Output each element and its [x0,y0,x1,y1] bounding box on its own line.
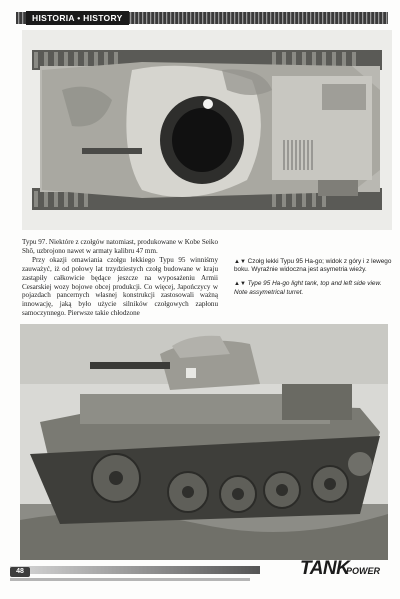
footer-rule [10,578,250,581]
article-paragraph-2: Przy okazji omawiania czołgu lekkiego Typu 95 winniśmy zauważyć, iż od połowy lat trzydziestych czołg budowane w kraju zastąpiły całkowicie będące jeszcze na wyposażeniu Armii Cesarskiej wozy bojowe obcej produkcji. Co więcej, Japończycy w pojazdach pancernych własnej konstrukcji zastosowali ważną innowację, jaką było użycie silników czołgowych zapłonu samoczynnego. Pierwsze takie chłodzone [22,255,218,318]
tank-side-view-photo [20,324,388,560]
article-paragraph-1: Typu 97. Niektóre z czołgów natomiast, produkowane w Kobe Seiko Shō, uzbrojono nawet w armaty kalibru 47 mm. [22,238,218,255]
photo-captions [234,258,394,303]
tank-top-view-photo [22,30,392,230]
caption-arrow-icon: ▲▼ [234,259,246,265]
caption-polish-text: Czołg lekki Typu 95 Ha-go; widok z góry i z lewego boku. Wyraźnie widoczna jest asymetria wieży. [234,258,392,274]
caption-arrow-icon: ▲▼ [234,281,246,288]
magazine-logo-subtitle: POWER [346,566,381,576]
magazine-logo: TANK [300,558,350,579]
caption-polish [234,258,394,274]
caption-english [234,280,394,296]
caption-english-text: Type 95 Ha-go light tank, top and left side view. Note assymetrical turret. [234,280,382,296]
article-body-text [22,238,218,318]
page-number: 48 [10,567,30,577]
section-label: HISTORIA • HISTORY [26,11,129,25]
footer-bar [10,566,260,574]
